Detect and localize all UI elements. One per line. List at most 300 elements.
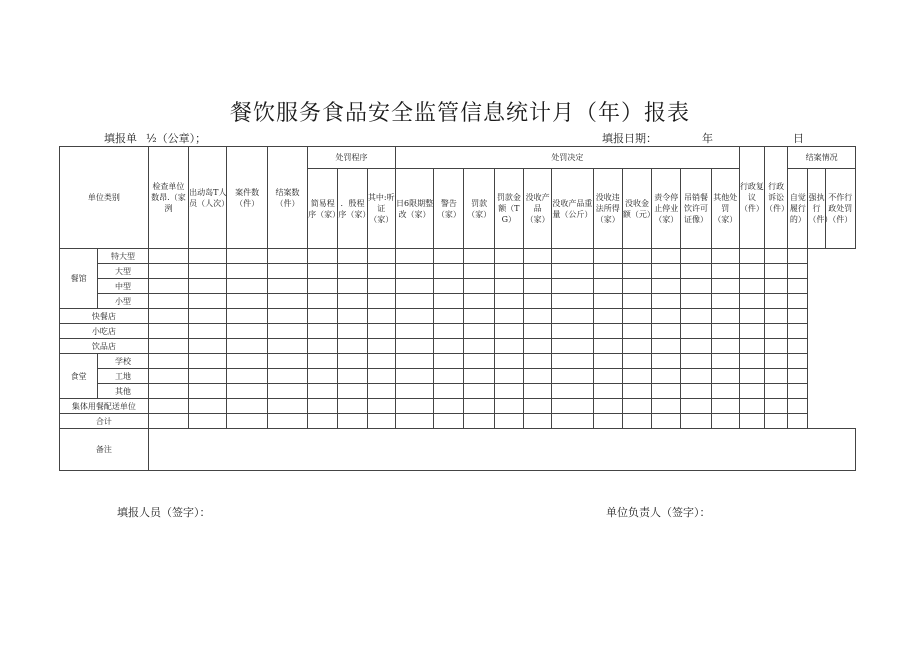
data-cell[interactable] xyxy=(434,309,464,324)
data-cell[interactable] xyxy=(711,354,739,369)
data-cell[interactable] xyxy=(367,309,395,324)
data-cell[interactable] xyxy=(189,384,227,399)
confiscate-amount-header: 没收金额（元） xyxy=(622,169,651,249)
data-cell[interactable] xyxy=(622,264,651,279)
data-cell[interactable] xyxy=(494,369,523,384)
data-cell[interactable] xyxy=(593,414,622,429)
data-cell[interactable] xyxy=(711,279,739,294)
data-cell[interactable] xyxy=(622,399,651,414)
data-cell[interactable] xyxy=(765,279,788,294)
data-cell[interactable] xyxy=(523,324,551,339)
data-cell[interactable] xyxy=(552,369,593,384)
data-cell[interactable] xyxy=(464,384,494,399)
remarks-field[interactable] xyxy=(148,429,855,471)
data-cell[interactable] xyxy=(788,309,808,324)
data-cell[interactable] xyxy=(267,309,307,324)
data-cell[interactable] xyxy=(308,294,338,309)
row-label-catering-delivery: 集体用餐配送单位 xyxy=(60,399,149,414)
data-cell[interactable] xyxy=(464,324,494,339)
data-cell[interactable] xyxy=(711,309,739,324)
seal-label: ½（公章）； xyxy=(146,132,207,145)
data-cell[interactable] xyxy=(523,384,551,399)
data-cell[interactable] xyxy=(434,399,464,414)
data-cell[interactable] xyxy=(739,399,764,414)
case-count-header: 案件数（件） xyxy=(227,147,267,249)
data-cell[interactable] xyxy=(622,369,651,384)
data-cell[interactable] xyxy=(494,339,523,354)
data-cell[interactable] xyxy=(227,369,267,384)
order-rectify-header: 日6限期整改（家） xyxy=(395,169,433,249)
data-cell[interactable] xyxy=(395,324,433,339)
data-cell[interactable] xyxy=(338,339,367,354)
data-cell[interactable] xyxy=(395,354,433,369)
data-cell[interactable] xyxy=(148,264,188,279)
data-cell[interactable] xyxy=(788,354,808,369)
data-cell[interactable] xyxy=(765,399,788,414)
row-label-snack-bar: 小吃店 xyxy=(60,324,149,339)
data-cell[interactable] xyxy=(267,399,307,414)
data-cell[interactable] xyxy=(227,249,267,264)
data-cell[interactable] xyxy=(552,339,593,354)
data-cell[interactable] xyxy=(267,249,307,264)
data-cell[interactable] xyxy=(434,279,464,294)
data-cell[interactable] xyxy=(788,279,808,294)
data-cell[interactable] xyxy=(189,264,227,279)
data-cell[interactable] xyxy=(148,414,188,429)
data-cell[interactable] xyxy=(622,384,651,399)
data-cell[interactable] xyxy=(267,354,307,369)
fine-header: 罚款（家） xyxy=(464,169,494,249)
data-cell[interactable] xyxy=(593,354,622,369)
data-cell[interactable] xyxy=(552,399,593,414)
data-cell[interactable] xyxy=(681,369,711,384)
data-cell[interactable] xyxy=(395,399,433,414)
leader-signature-label: 单位负责人（签字）： xyxy=(606,506,711,519)
data-cell[interactable] xyxy=(148,369,188,384)
data-cell[interactable] xyxy=(552,279,593,294)
data-cell[interactable] xyxy=(367,279,395,294)
data-cell[interactable] xyxy=(622,354,651,369)
data-cell[interactable] xyxy=(593,369,622,384)
data-cell[interactable] xyxy=(395,339,433,354)
data-cell[interactable] xyxy=(681,279,711,294)
data-cell[interactable] xyxy=(189,369,227,384)
data-cell[interactable] xyxy=(227,384,267,399)
data-cell[interactable] xyxy=(227,264,267,279)
data-cell[interactable] xyxy=(338,264,367,279)
data-cell[interactable] xyxy=(622,309,651,324)
data-cell[interactable] xyxy=(338,399,367,414)
data-cell[interactable] xyxy=(494,294,523,309)
data-cell[interactable] xyxy=(367,399,395,414)
closed-count-header: 结案数（件） xyxy=(267,147,307,249)
data-cell[interactable] xyxy=(765,249,788,264)
data-cell[interactable] xyxy=(552,354,593,369)
data-cell[interactable] xyxy=(765,369,788,384)
data-cell[interactable] xyxy=(189,309,227,324)
report-title: 餐饮服务食品安全监管信息统计月（年）报表 xyxy=(229,101,690,126)
data-cell[interactable] xyxy=(652,369,681,384)
revoke-license-header: 吊销餐饮许可证像） xyxy=(681,169,711,249)
data-cell[interactable] xyxy=(395,264,433,279)
data-cell[interactable] xyxy=(622,294,651,309)
row-label-medium: 中型 xyxy=(98,279,148,294)
row-label-other: 其他 xyxy=(98,384,148,399)
data-cell[interactable] xyxy=(681,294,711,309)
data-cell[interactable] xyxy=(711,384,739,399)
data-cell[interactable] xyxy=(494,324,523,339)
data-cell[interactable] xyxy=(681,384,711,399)
data-cell[interactable] xyxy=(464,264,494,279)
data-cell[interactable] xyxy=(711,399,739,414)
data-cell[interactable] xyxy=(308,399,338,414)
data-cell[interactable] xyxy=(788,414,808,429)
data-cell[interactable] xyxy=(148,339,188,354)
row-label-fast-food: 快餐店 xyxy=(60,309,149,324)
data-cell[interactable] xyxy=(148,384,188,399)
data-cell[interactable] xyxy=(652,279,681,294)
data-cell[interactable] xyxy=(338,279,367,294)
data-cell[interactable] xyxy=(711,339,739,354)
data-cell[interactable] xyxy=(308,384,338,399)
data-cell[interactable] xyxy=(788,369,808,384)
data-cell[interactable] xyxy=(739,339,764,354)
confiscate-weight-header: 没收产品重量（公斤） xyxy=(552,169,593,249)
data-cell[interactable] xyxy=(267,279,307,294)
data-cell[interactable] xyxy=(367,294,395,309)
unit-label: 填报单 xyxy=(104,132,137,145)
confiscate-products-header: 没收产品（家） xyxy=(523,169,551,249)
data-cell[interactable] xyxy=(765,264,788,279)
data-cell[interactable] xyxy=(227,294,267,309)
year-label: 年 xyxy=(702,132,713,145)
admin-review-header: 行政复议（件） xyxy=(739,147,764,249)
data-cell[interactable] xyxy=(395,309,433,324)
data-cell[interactable] xyxy=(148,399,188,414)
data-cell[interactable] xyxy=(523,264,551,279)
data-cell[interactable] xyxy=(593,309,622,324)
order-suspend-header: 责令停止停业（家） xyxy=(652,169,681,249)
closure-group-header: 结案情况 xyxy=(788,147,856,169)
row-label-canteen: 食堂 xyxy=(60,354,98,399)
data-cell[interactable] xyxy=(552,384,593,399)
general-procedure-header: ．殷程序（家） xyxy=(338,169,367,249)
data-cell[interactable] xyxy=(308,264,338,279)
data-cell[interactable] xyxy=(681,264,711,279)
data-cell[interactable] xyxy=(652,264,681,279)
data-cell[interactable] xyxy=(711,249,739,264)
data-cell[interactable] xyxy=(494,279,523,294)
data-cell[interactable] xyxy=(227,279,267,294)
row-label-super-large: 特大型 xyxy=(98,249,148,264)
data-cell[interactable] xyxy=(308,414,338,429)
data-cell[interactable] xyxy=(227,324,267,339)
data-cell[interactable] xyxy=(308,369,338,384)
data-cell[interactable] xyxy=(765,309,788,324)
data-cell[interactable] xyxy=(739,249,764,264)
data-cell[interactable] xyxy=(622,339,651,354)
data-cell[interactable] xyxy=(739,384,764,399)
data-cell[interactable] xyxy=(523,279,551,294)
data-cell[interactable] xyxy=(308,339,338,354)
data-cell[interactable] xyxy=(148,249,188,264)
day-label: 日 xyxy=(793,132,804,145)
data-cell[interactable] xyxy=(367,369,395,384)
data-cell[interactable] xyxy=(788,294,808,309)
data-cell[interactable] xyxy=(739,354,764,369)
other-penalty-header: 其他处罚（家） xyxy=(711,169,739,249)
inspect-units-header: 检查单位数昂.（家洌 xyxy=(148,147,188,249)
data-cell[interactable] xyxy=(338,414,367,429)
data-cell[interactable] xyxy=(189,399,227,414)
row-label-drink-shop: 饮品店 xyxy=(60,339,149,354)
data-cell[interactable] xyxy=(148,354,188,369)
data-cell[interactable] xyxy=(267,294,307,309)
data-cell[interactable] xyxy=(523,399,551,414)
row-label-restaurant: 餐馆 xyxy=(60,249,98,309)
data-cell[interactable] xyxy=(267,414,307,429)
data-cell[interactable] xyxy=(593,324,622,339)
data-cell[interactable] xyxy=(552,414,593,429)
data-cell[interactable] xyxy=(523,249,551,264)
data-cell[interactable] xyxy=(464,354,494,369)
data-cell[interactable] xyxy=(434,339,464,354)
data-cell[interactable] xyxy=(788,399,808,414)
data-cell[interactable] xyxy=(464,369,494,384)
data-cell[interactable] xyxy=(308,309,338,324)
data-cell[interactable] xyxy=(681,249,711,264)
row-label-large: 大型 xyxy=(98,264,148,279)
dispatch-persons-header: 出动岛T人员（人次） xyxy=(189,147,227,249)
data-cell[interactable] xyxy=(267,384,307,399)
data-cell[interactable] xyxy=(148,294,188,309)
data-cell[interactable] xyxy=(652,414,681,429)
data-cell[interactable] xyxy=(308,249,338,264)
data-cell[interactable] xyxy=(464,279,494,294)
data-cell[interactable] xyxy=(652,339,681,354)
data-cell[interactable] xyxy=(434,264,464,279)
unit-type-header: 单位类别 xyxy=(60,147,149,249)
data-cell[interactable] xyxy=(765,354,788,369)
data-cell[interactable] xyxy=(267,339,307,354)
data-cell[interactable] xyxy=(494,384,523,399)
data-cell[interactable] xyxy=(464,399,494,414)
data-cell[interactable] xyxy=(227,339,267,354)
data-cell[interactable] xyxy=(267,264,307,279)
data-cell[interactable] xyxy=(711,324,739,339)
data-cell[interactable] xyxy=(395,249,433,264)
data-cell[interactable] xyxy=(711,414,739,429)
data-cell[interactable] xyxy=(434,414,464,429)
data-cell[interactable] xyxy=(765,414,788,429)
data-cell[interactable] xyxy=(681,354,711,369)
data-cell[interactable] xyxy=(788,249,808,264)
data-cell[interactable] xyxy=(523,294,551,309)
data-cell[interactable] xyxy=(338,294,367,309)
data-cell[interactable] xyxy=(681,399,711,414)
data-cell[interactable] xyxy=(494,354,523,369)
data-cell[interactable] xyxy=(464,294,494,309)
data-cell[interactable] xyxy=(267,324,307,339)
data-cell[interactable] xyxy=(395,279,433,294)
procedure-group-header: 处罚程序 xyxy=(308,147,396,169)
data-cell[interactable] xyxy=(189,279,227,294)
date-label: 填报日期： xyxy=(602,132,657,145)
data-cell[interactable] xyxy=(434,294,464,309)
data-cell[interactable] xyxy=(494,309,523,324)
data-cell[interactable] xyxy=(765,324,788,339)
data-cell[interactable] xyxy=(494,249,523,264)
data-cell[interactable] xyxy=(593,264,622,279)
data-cell[interactable] xyxy=(367,249,395,264)
data-cell[interactable] xyxy=(367,264,395,279)
data-cell[interactable] xyxy=(765,294,788,309)
data-cell[interactable] xyxy=(739,279,764,294)
data-cell[interactable] xyxy=(523,414,551,429)
data-cell[interactable] xyxy=(552,294,593,309)
data-cell[interactable] xyxy=(227,309,267,324)
data-cell[interactable] xyxy=(652,399,681,414)
data-cell[interactable] xyxy=(552,324,593,339)
row-label-remarks: 备注 xyxy=(60,429,149,471)
data-cell[interactable] xyxy=(523,309,551,324)
data-cell[interactable] xyxy=(338,324,367,339)
data-cell[interactable] xyxy=(788,324,808,339)
data-cell[interactable] xyxy=(788,264,808,279)
data-cell[interactable] xyxy=(593,384,622,399)
data-cell[interactable] xyxy=(681,324,711,339)
data-cell[interactable] xyxy=(552,264,593,279)
data-cell[interactable] xyxy=(338,384,367,399)
data-cell[interactable] xyxy=(395,369,433,384)
data-cell[interactable] xyxy=(652,309,681,324)
data-cell[interactable] xyxy=(765,339,788,354)
data-cell[interactable] xyxy=(788,339,808,354)
data-cell[interactable] xyxy=(338,309,367,324)
data-cell[interactable] xyxy=(267,369,307,384)
data-cell[interactable] xyxy=(338,249,367,264)
data-cell[interactable] xyxy=(739,369,764,384)
data-cell[interactable] xyxy=(593,339,622,354)
data-cell[interactable] xyxy=(434,369,464,384)
data-cell[interactable] xyxy=(593,249,622,264)
data-cell[interactable] xyxy=(622,249,651,264)
data-cell[interactable] xyxy=(494,414,523,429)
data-cell[interactable] xyxy=(367,414,395,429)
data-cell[interactable] xyxy=(765,384,788,399)
data-cell[interactable] xyxy=(367,354,395,369)
data-cell[interactable] xyxy=(652,384,681,399)
data-cell[interactable] xyxy=(189,414,227,429)
row-label-small: 小型 xyxy=(98,294,148,309)
data-cell[interactable] xyxy=(434,384,464,399)
data-cell[interactable] xyxy=(652,324,681,339)
data-cell[interactable] xyxy=(552,309,593,324)
filler-signature-label: 填报人员（签字）： xyxy=(117,506,211,519)
data-cell[interactable] xyxy=(464,249,494,264)
data-cell[interactable] xyxy=(739,309,764,324)
data-cell[interactable] xyxy=(189,324,227,339)
data-cell[interactable] xyxy=(308,279,338,294)
data-cell[interactable] xyxy=(622,414,651,429)
data-cell[interactable] xyxy=(464,309,494,324)
data-cell[interactable] xyxy=(367,384,395,399)
data-cell[interactable] xyxy=(552,249,593,264)
data-cell[interactable] xyxy=(711,264,739,279)
data-cell[interactable] xyxy=(681,339,711,354)
data-cell[interactable] xyxy=(593,279,622,294)
data-cell[interactable] xyxy=(189,339,227,354)
data-cell[interactable] xyxy=(227,414,267,429)
data-cell[interactable] xyxy=(395,294,433,309)
data-cell[interactable] xyxy=(308,324,338,339)
data-cell[interactable] xyxy=(148,309,188,324)
data-cell[interactable] xyxy=(652,249,681,264)
data-cell[interactable] xyxy=(308,354,338,369)
data-cell[interactable] xyxy=(227,399,267,414)
row-label-school: 学校 xyxy=(98,354,148,369)
simple-procedure-header: 简易程序（家） xyxy=(308,169,338,249)
data-cell[interactable] xyxy=(593,399,622,414)
data-cell[interactable] xyxy=(464,414,494,429)
data-cell[interactable] xyxy=(711,294,739,309)
data-cell[interactable] xyxy=(189,294,227,309)
data-cell[interactable] xyxy=(523,369,551,384)
data-cell[interactable] xyxy=(593,294,622,309)
data-cell[interactable] xyxy=(739,324,764,339)
data-cell[interactable] xyxy=(367,324,395,339)
data-cell[interactable] xyxy=(189,354,227,369)
data-cell[interactable] xyxy=(395,384,433,399)
data-cell[interactable] xyxy=(338,354,367,369)
data-cell[interactable] xyxy=(739,414,764,429)
data-cell[interactable] xyxy=(434,354,464,369)
voluntary-header: 自觉履行的） xyxy=(788,169,808,249)
data-cell[interactable] xyxy=(434,249,464,264)
data-cell[interactable] xyxy=(523,354,551,369)
row-label-total: 合计 xyxy=(60,414,149,429)
data-cell[interactable] xyxy=(622,279,651,294)
data-cell[interactable] xyxy=(494,399,523,414)
data-cell[interactable] xyxy=(367,339,395,354)
data-cell[interactable] xyxy=(395,414,433,429)
enforced-header: 强执行（件） xyxy=(808,169,825,249)
data-cell[interactable] xyxy=(622,324,651,339)
data-cell[interactable] xyxy=(681,309,711,324)
data-cell[interactable] xyxy=(189,249,227,264)
decision-group-header: 处罚决定 xyxy=(395,147,739,169)
data-cell[interactable] xyxy=(434,324,464,339)
fine-amount-header: 罚款金额（TG） xyxy=(494,169,523,249)
data-cell[interactable] xyxy=(739,264,764,279)
data-cell[interactable] xyxy=(739,294,764,309)
data-cell[interactable] xyxy=(148,324,188,339)
data-cell[interactable] xyxy=(227,354,267,369)
data-cell[interactable] xyxy=(494,264,523,279)
data-cell[interactable] xyxy=(338,369,367,384)
data-cell[interactable] xyxy=(652,294,681,309)
statistics-table xyxy=(59,146,856,471)
data-cell[interactable] xyxy=(148,279,188,294)
data-cell[interactable] xyxy=(711,369,739,384)
hearing-procedure-header: 其中:听证（家） xyxy=(367,169,395,249)
data-cell[interactable] xyxy=(788,384,808,399)
data-cell[interactable] xyxy=(464,339,494,354)
data-cell[interactable] xyxy=(681,414,711,429)
data-cell[interactable] xyxy=(523,339,551,354)
data-cell[interactable] xyxy=(652,354,681,369)
admin-litigation-header: 行政诉讼（件） xyxy=(765,147,788,249)
